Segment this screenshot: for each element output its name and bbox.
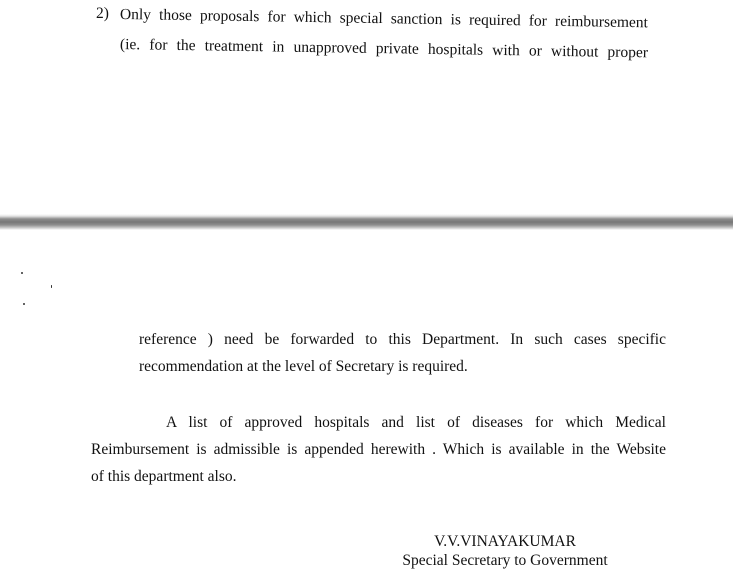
paragraph-line: Only those proposals for which special sanction is required for reimbursement xyxy=(119,6,649,32)
paragraph-line: recommendation at the level of Secretary is required. xyxy=(139,358,468,375)
paragraph-line: Reimbursement is admissible is appended herewith . Which is available in the Website xyxy=(91,441,666,458)
signatory-name: V.V.VINAYAKUMAR xyxy=(434,533,576,550)
scan-speck xyxy=(23,303,25,305)
scan-speck xyxy=(21,272,23,274)
document-page-1 xyxy=(0,0,733,214)
paragraph-line: A list of approved hospitals and list of diseases for which Medical xyxy=(166,414,666,431)
signatory-designation: Special Secretary to Government xyxy=(402,552,608,569)
list-item-number: 2) xyxy=(96,5,109,22)
scan-speck xyxy=(51,285,52,288)
document-page-2 xyxy=(0,230,733,588)
paragraph-line: (ie. for the treatment in unapproved private hospitals with or without proper xyxy=(119,36,649,62)
paragraph-line: of this department also. xyxy=(91,468,237,485)
page-break-divider xyxy=(0,214,733,230)
paragraph-line: reference ) need be forwarded to this Department. In such cases specific xyxy=(139,331,666,348)
